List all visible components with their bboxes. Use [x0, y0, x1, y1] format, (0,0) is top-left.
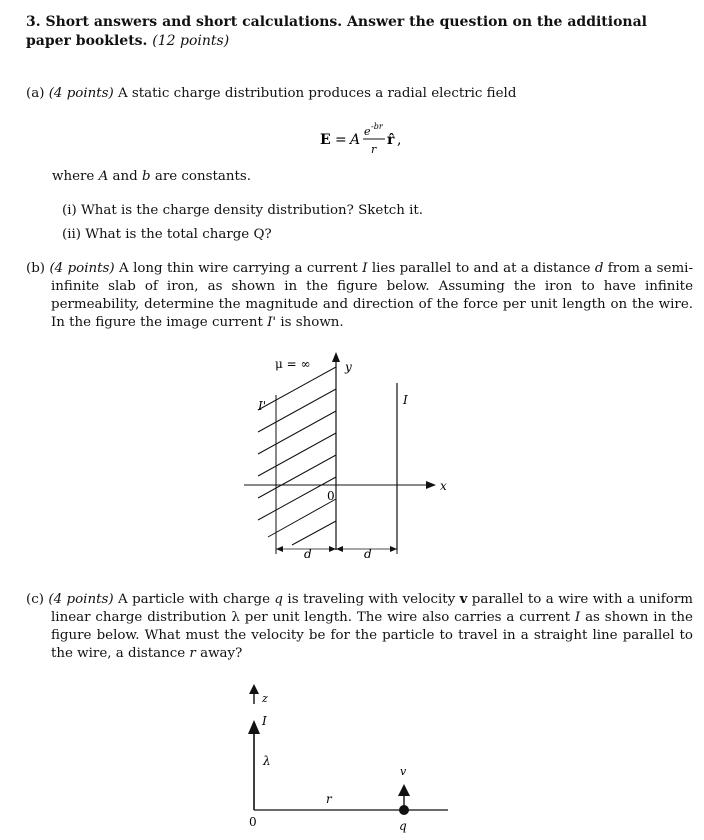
dim-arrowhead [390, 546, 397, 552]
dim-arrowhead [276, 546, 283, 552]
part-c-text-4: per unit length. The wire also carries a current [244, 610, 571, 625]
part-b-text-4: is shown. [280, 315, 344, 330]
part-c-var-r: r [189, 646, 196, 661]
mu-label: μ = ∞ [275, 357, 311, 371]
eq-exponent: -br [371, 122, 383, 131]
eq-unit-vector: r̂ [387, 132, 395, 148]
part-c-text-6: away? [200, 646, 243, 661]
origin-label: 0 [327, 489, 335, 503]
part-c-text-5: as shown in the figure below. What must the velocity be for the particle to travel in a straight line parallel to the wire, a distance [51, 610, 693, 661]
x-axis-arrowhead [426, 481, 436, 489]
r-label: r [326, 792, 332, 806]
current-label: I [403, 393, 408, 407]
part-a-subquestion-2: (ii) What is the total charge Q? [62, 227, 272, 242]
question-number: 3. [26, 14, 41, 30]
z-axis-arrowhead [249, 684, 259, 694]
part-a-points: (4 points) [48, 86, 114, 101]
part-c-text-1: A particle with charge [117, 592, 270, 607]
where-var-b: b [142, 169, 151, 184]
velocity-label: v [400, 765, 407, 778]
y-axis-arrowhead [332, 352, 340, 362]
part-b-text-3: from a semi-infinite slab of iron, as shown in the figure below. Assuming the iron to have infinite permeability, determine the magnitude and direction of the force per unit length on the wire. In the figure the image current [51, 261, 693, 330]
part-a-subquestion-1: (i) What is the charge density distribution? Sketch it. [62, 203, 423, 218]
current-label: I [262, 714, 267, 728]
eq-denominator: r [371, 143, 377, 156]
part-b-var-distance: d [594, 261, 604, 276]
y-axis-label: y [345, 360, 352, 374]
current-direction-arrow-icon [248, 720, 260, 734]
part-b-var-image-current: I' [267, 315, 277, 330]
hatch-line [292, 521, 336, 545]
hatch-line [258, 477, 336, 520]
part-a-text: A static charge distribution produces a radial electric field [118, 86, 517, 101]
part-c-paragraph [26, 590, 693, 663]
dim-arrowhead [336, 546, 343, 552]
part-c-points: (4 points) [48, 592, 114, 607]
where-prefix: where [52, 169, 95, 184]
part-b-var-current: I [362, 261, 368, 276]
eq-lhs: E [320, 132, 331, 148]
hatch-line [258, 455, 336, 498]
question-points: (12 points) [152, 33, 230, 49]
part-c-var-velocity: v [459, 591, 468, 607]
question-header [26, 13, 676, 51]
part-b-points: (4 points) [49, 261, 115, 276]
origin-label: 0 [249, 815, 257, 829]
hatch-line [258, 367, 336, 410]
hatch-line [258, 433, 336, 476]
wire-particle-figure [240, 680, 460, 840]
part-b-text-2: lies parallel to and at a distance [371, 261, 591, 276]
eq-coef: A [350, 132, 361, 148]
part-a-label: (a) [26, 86, 45, 101]
eq-comma: , [397, 132, 402, 148]
dim-arrowhead [329, 546, 336, 552]
d-left-label: d [304, 547, 312, 560]
part-b-text-1: A long thin wire carrying a current [119, 261, 358, 276]
part-c-text-2: is traveling with velocity [287, 592, 456, 607]
part-b-label: (b) [26, 261, 46, 276]
part-c-var-lambda: λ [231, 610, 240, 625]
part-b-paragraph [26, 260, 693, 332]
part-c-text-3: parallel to a wire with a uniform linear charge distribution [51, 592, 693, 625]
electric-field-equation [319, 118, 439, 158]
iron-slab-figure [230, 350, 470, 560]
x-axis-label: x [440, 479, 447, 493]
question-title: Short answers and short calculations. Answer the question on the additional paper booklets. [26, 14, 648, 49]
part-c-var-current: I [574, 610, 581, 625]
part-a-intro [26, 85, 676, 103]
d-right-label: d [364, 547, 372, 560]
hatch-line [258, 389, 336, 432]
lambda-label: λ [263, 754, 271, 768]
where-suffix: are constants. [154, 169, 251, 184]
where-var-a: A [98, 169, 109, 184]
part-c-label: (c) [26, 592, 44, 607]
hatch-line [258, 411, 336, 454]
hatch-line [268, 499, 336, 537]
eq-equals: = [335, 132, 347, 148]
z-axis-label: z [262, 692, 268, 705]
where-and: and [112, 169, 138, 184]
charge-label: q [399, 819, 407, 833]
eq-numerator: e [364, 125, 371, 138]
image-current-label: I' [258, 399, 267, 413]
velocity-arrowhead-icon [398, 784, 410, 796]
part-c-var-charge: q [274, 592, 283, 607]
part-a-where [52, 168, 251, 186]
